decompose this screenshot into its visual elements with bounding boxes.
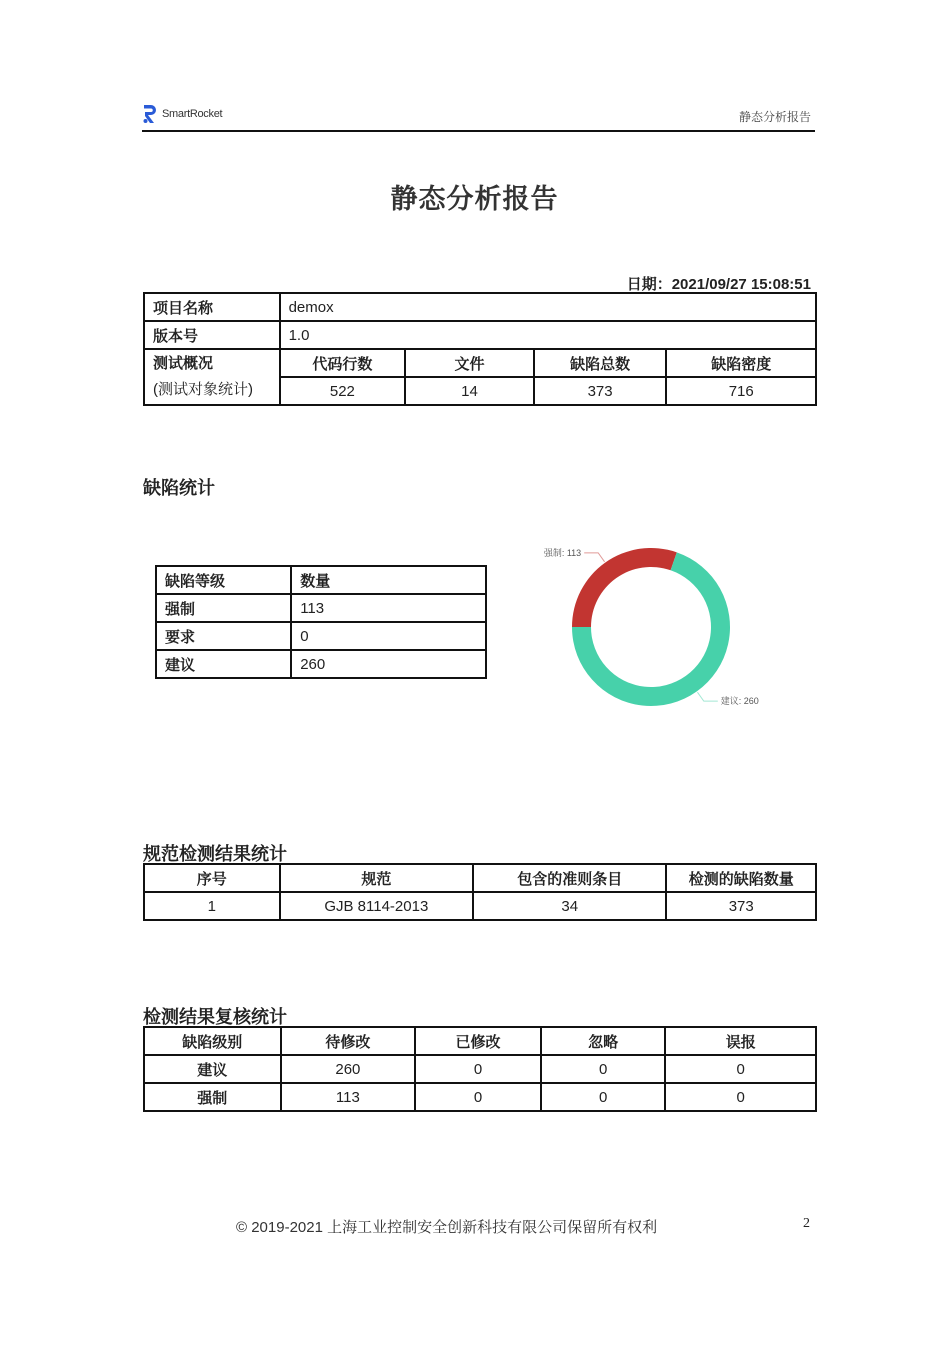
header-doc-label: 静态分析报告 [738,110,811,124]
label-leader-line [584,553,604,562]
table-cell: 0 [291,622,486,650]
column-header: 待修改 [281,1027,416,1055]
label-leader-line [697,692,717,701]
table-cell: 113 [291,594,486,622]
table-row [144,1055,816,1083]
overview-sub-label: (测试对象统计) [153,381,253,398]
table-cell: 要求 [156,622,291,650]
page-number: 2 [803,1216,810,1231]
report-date: 日期：2021/09/27 15:08:51 [626,276,811,293]
table-row [156,622,486,650]
project-name-label: 项目名称 [144,293,280,321]
table-row [156,594,486,622]
table-cell: 113 [281,1083,416,1111]
table-cell: 0 [415,1055,541,1083]
donut-slice-label: 建议: 260 [720,696,759,707]
table-cell: 0 [415,1083,541,1111]
column-header: 缺陷级别 [144,1027,281,1055]
table-row [144,321,816,349]
defect-stats-title: 缺陷统计 [143,478,215,498]
table-cell: 强制 [156,594,291,622]
page-title: 静态分析报告 [390,184,559,214]
review-stats-title: 检测结果复核统计 [143,1007,287,1027]
table-header-row [144,864,816,892]
column-header: 包含的准则条目 [473,864,666,892]
table-cell: 14 [405,377,534,405]
brand-name: SmartRocket [162,108,223,120]
table-cell: 0 [665,1083,816,1111]
column-header: 已修改 [415,1027,541,1055]
table-cell: 1 [144,892,280,920]
logo [142,104,222,124]
defect-severity-table [155,565,487,679]
rule-stats-title: 规范检测结果统计 [143,844,287,864]
table-row [144,293,816,321]
table-cell: 0 [665,1055,816,1083]
donut-slice-label: 强制: 113 [543,547,582,558]
rule-stats-table [143,863,817,921]
table-row [144,892,816,920]
project-info-table [143,292,817,406]
donut-slice-mandatory [572,548,677,627]
review-stats-table [143,1026,817,1112]
column-header: 检测的缺陷数量 [666,864,816,892]
column-header: 忽略 [541,1027,666,1055]
defect-donut-chart [530,535,780,720]
table-cell: 522 [280,377,406,405]
table-header-row [156,566,486,594]
table-cell: 260 [291,650,486,678]
page-header [142,104,815,132]
table-cell: 716 [666,377,816,405]
table-cell: 强制 [144,1083,281,1111]
overview-label-cell [144,349,280,405]
project-name-value: demox [280,293,816,321]
table-cell: 建议 [144,1055,281,1083]
table-cell: GJB 8114-2013 [280,892,473,920]
table-cell: 0 [541,1083,666,1111]
version-value: 1.0 [280,321,816,349]
overview-label: 测试概况 [153,355,214,372]
column-header: 规范 [280,864,473,892]
column-header: 缺陷等级 [156,566,291,594]
column-header: 误报 [665,1027,816,1055]
table-row [144,1083,816,1111]
column-header: 数量 [291,566,486,594]
column-header: 缺陷密度 [666,349,816,377]
table-header-row [144,1027,816,1055]
table-cell: 373 [666,892,816,920]
table-cell: 260 [281,1055,416,1083]
column-header: 缺陷总数 [534,349,667,377]
table-cell: 建议 [156,650,291,678]
column-header: 代码行数 [280,349,406,377]
table-cell: 34 [473,892,666,920]
table-cell: 373 [534,377,667,405]
copyright-footer: © 2019-2021 上海工业控制安全创新科技有限公司保留所有权利 [236,1219,658,1236]
smartrocket-logo-icon [142,104,158,124]
table-row [144,349,816,377]
column-header: 文件 [405,349,534,377]
table-cell: 0 [541,1055,666,1083]
table-row [156,650,486,678]
version-label: 版本号 [144,321,280,349]
column-header: 序号 [144,864,280,892]
